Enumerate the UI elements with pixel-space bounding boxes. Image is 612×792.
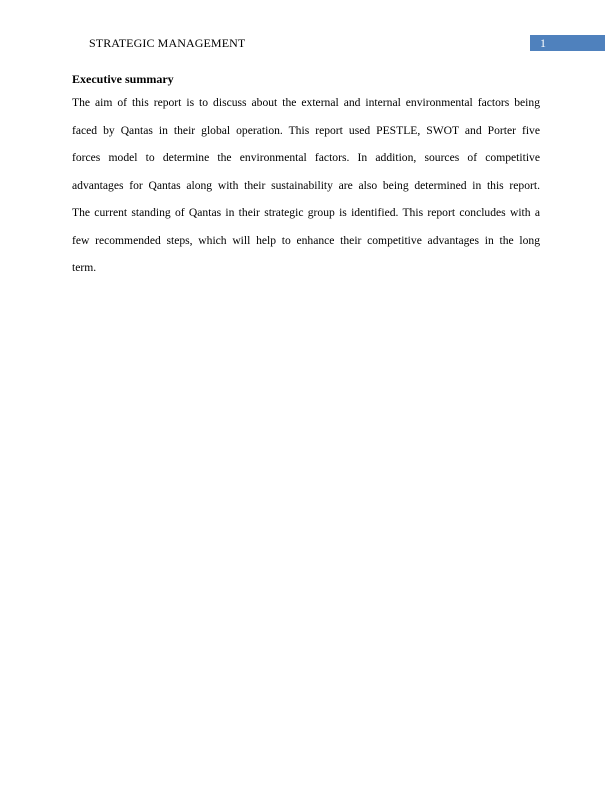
paragraph-line: advantages for Qantas along with their sustainability are also being determined in this report.: [72, 178, 540, 192]
body-paragraph: [72, 96, 540, 289]
paragraph-line: faced by Qantas in their global operation. This report used PESTLE, SWOT and Porter five: [72, 123, 540, 137]
paragraph-line: few recommended steps, which will help to enhance their competitive advantages in the long: [72, 233, 540, 247]
page-number-band: [530, 35, 605, 51]
running-header-title: STRATEGIC MANAGEMENT: [89, 36, 246, 50]
paragraph-line: forces model to determine the environmental factors. In addition, sources of competitive: [72, 151, 540, 164]
page-number: 1: [540, 36, 546, 50]
paragraph-line: The aim of this report is to discuss about the external and internal environmental factors being: [72, 96, 540, 109]
section-heading: Executive summary: [72, 72, 174, 86]
paragraph-line: The current standing of Qantas in their strategic group is identified. This report concludes with a: [72, 206, 540, 219]
paragraph-line: term.: [72, 261, 97, 274]
